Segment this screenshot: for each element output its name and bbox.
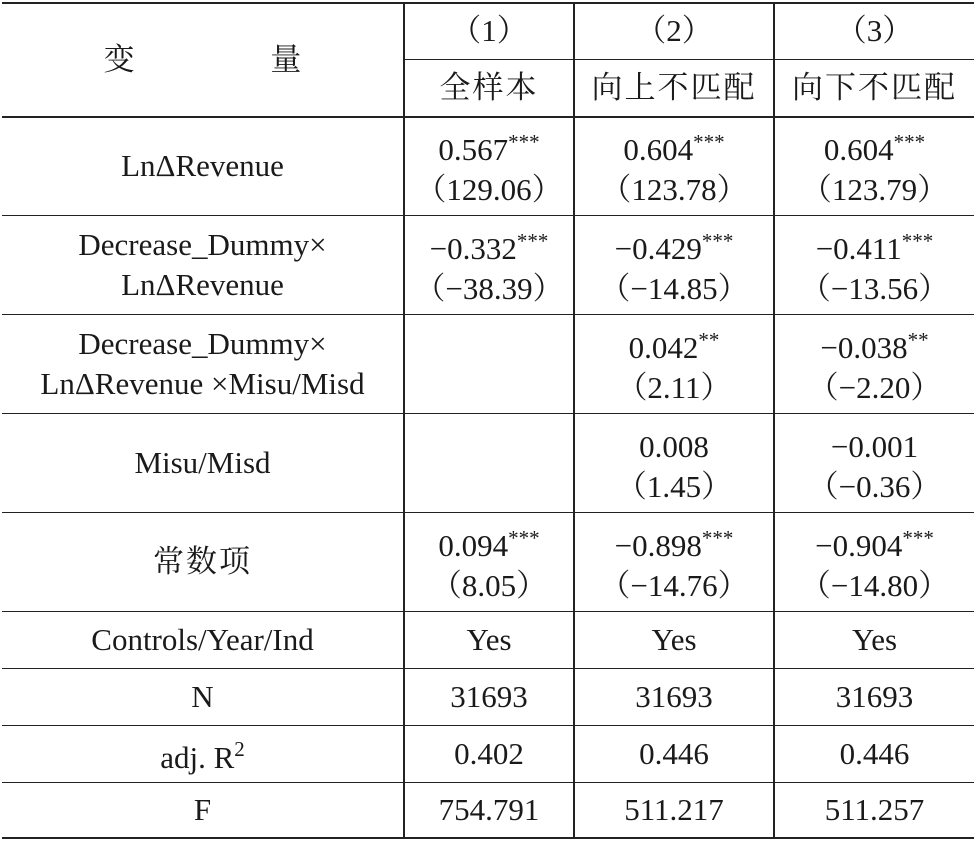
stat-cell: Yes xyxy=(404,611,574,668)
table-row xyxy=(2,725,974,782)
variable-header xyxy=(2,3,404,117)
stat-cell: 511.217 xyxy=(574,782,774,838)
t-stat: （−14.76） xyxy=(599,567,749,603)
table-row xyxy=(2,215,974,314)
col-3-label: 向下不匹配 xyxy=(774,59,974,117)
col-2-label: 向上不匹配 xyxy=(574,59,774,117)
row-label: F xyxy=(2,782,404,838)
stat-cell: 31693 xyxy=(774,668,974,725)
col-1-number: （1） xyxy=(404,3,574,59)
stat-cell: 754.791 xyxy=(404,782,574,838)
coef-value: −0.411 xyxy=(815,230,902,266)
row-label xyxy=(2,512,404,611)
stat-cell: 31693 xyxy=(574,668,774,725)
coef-cell xyxy=(404,215,574,314)
row-label xyxy=(2,117,404,215)
superscript: 2 xyxy=(234,737,245,761)
significance-stars: *** xyxy=(508,525,540,550)
row-label-line: LnΔRevenue ×Misu/Misd xyxy=(40,365,365,401)
coef-cell xyxy=(574,512,774,611)
table-row xyxy=(2,782,974,838)
row-label-line: Decrease_Dummy× xyxy=(78,226,327,262)
row-label-line: LnΔRevenue xyxy=(121,148,284,184)
coef-cell-empty xyxy=(404,413,574,512)
row-label-text: adj. R xyxy=(160,740,235,775)
col-2-number: （2） xyxy=(574,3,774,59)
row-label xyxy=(2,215,404,314)
significance-stars: *** xyxy=(701,228,734,253)
row-label-line: Decrease_Dummy× xyxy=(78,325,327,361)
significance-stars: *** xyxy=(508,130,540,155)
coef-value: 0.042 xyxy=(628,329,699,365)
coef-cell xyxy=(574,413,774,512)
coef-cell xyxy=(404,512,574,611)
row-label xyxy=(2,314,404,413)
table-row xyxy=(2,314,974,413)
t-stat: （8.05） xyxy=(430,567,548,603)
t-stat: （−0.36） xyxy=(807,468,942,504)
row-label-line: LnΔRevenue xyxy=(121,266,284,302)
col-1-label: 全样本 xyxy=(404,59,574,117)
t-stat: （−2.20） xyxy=(807,369,942,405)
variable-header-label: 变 量 xyxy=(103,42,366,77)
coef-value: −0.904 xyxy=(815,527,903,563)
coef-cell xyxy=(774,117,974,215)
significance-stars: *** xyxy=(902,525,934,550)
significance-stars: *** xyxy=(701,525,734,550)
stat-cell: 0.446 xyxy=(574,725,774,782)
significance-stars: *** xyxy=(901,228,934,253)
row-label xyxy=(2,725,404,782)
coef-value: −0.898 xyxy=(614,527,702,563)
coef-value: −0.001 xyxy=(830,428,919,464)
t-stat: （−14.85） xyxy=(599,270,749,306)
stat-cell: 511.257 xyxy=(774,782,974,838)
row-label: N xyxy=(2,668,404,725)
t-stat: （2.11） xyxy=(616,369,732,405)
coef-cell xyxy=(774,215,974,314)
coef-value: 0.604 xyxy=(623,132,694,168)
regression-table xyxy=(2,2,974,839)
stat-cell: 0.402 xyxy=(404,725,574,782)
significance-stars: *** xyxy=(516,228,549,253)
stat-cell: Yes xyxy=(574,611,774,668)
row-label-line: Misu/Misd xyxy=(134,444,271,480)
coef-cell xyxy=(574,215,774,314)
t-stat: （129.06） xyxy=(415,172,563,208)
coef-cell xyxy=(404,117,574,215)
t-stat: （−13.56） xyxy=(799,270,950,306)
coef-value: −0.038 xyxy=(820,329,908,365)
table-row xyxy=(2,611,974,668)
t-stat: （−14.80） xyxy=(799,567,950,603)
significance-stars: *** xyxy=(693,130,725,155)
coef-value: 0.008 xyxy=(639,428,709,464)
t-stat: （123.78） xyxy=(600,172,748,208)
significance-stars: ** xyxy=(907,327,929,352)
row-label-line: 常数项 xyxy=(153,543,252,579)
coef-cell xyxy=(574,117,774,215)
table-row xyxy=(2,117,974,215)
t-stat: （1.45） xyxy=(615,468,733,504)
coef-cell xyxy=(774,413,974,512)
stat-cell: 0.446 xyxy=(774,725,974,782)
stat-cell: Yes xyxy=(774,611,974,668)
significance-stars: *** xyxy=(893,130,926,155)
coef-value: 0.094 xyxy=(438,527,509,563)
row-label: Controls/Year/Ind xyxy=(2,611,404,668)
t-stat: （123.79） xyxy=(800,172,949,208)
coef-cell-empty xyxy=(404,314,574,413)
stat-cell: 31693 xyxy=(404,668,574,725)
row-label xyxy=(2,413,404,512)
table-row xyxy=(2,413,974,512)
col-3-number: （3） xyxy=(774,3,974,59)
table-row xyxy=(2,668,974,725)
coef-value: −0.429 xyxy=(614,230,702,266)
t-stat: （−38.39） xyxy=(414,270,564,306)
table-row xyxy=(2,512,974,611)
coef-cell xyxy=(574,314,774,413)
coef-value: 0.567 xyxy=(438,132,509,168)
coef-value: −0.332 xyxy=(429,230,517,266)
coef-value: 0.604 xyxy=(823,132,894,168)
coef-cell xyxy=(774,512,974,611)
coef-cell xyxy=(774,314,974,413)
significance-stars: ** xyxy=(698,327,720,352)
